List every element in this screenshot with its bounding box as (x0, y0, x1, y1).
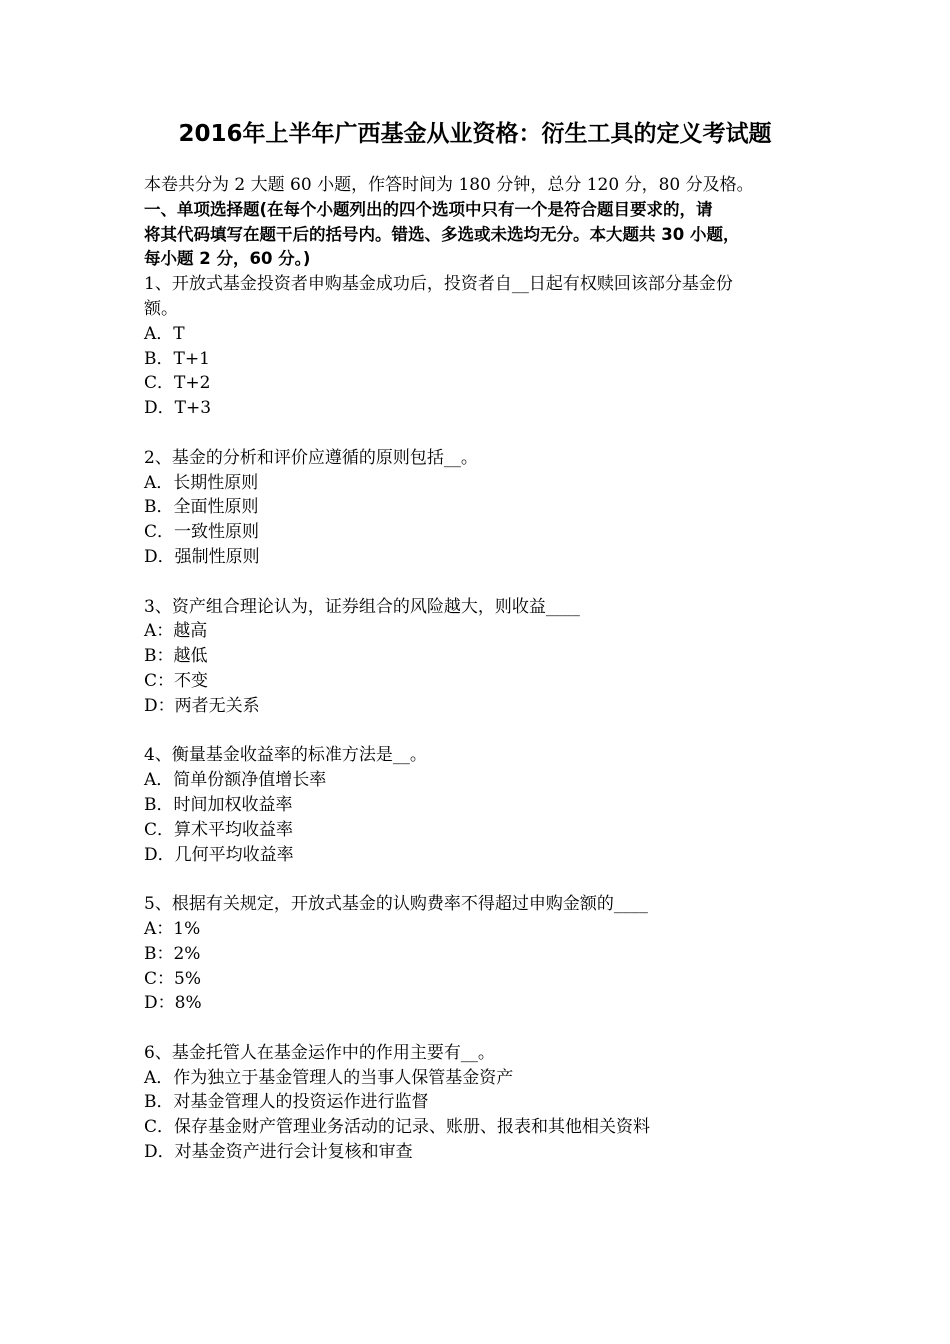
question-3 (144, 595, 816, 719)
question-stem-line: 4、衡量基金收益率的标准方法是__。 (144, 745, 427, 766)
question-stem-line: 额。 (144, 298, 178, 319)
question-stem (144, 743, 816, 768)
option-a: A．简单份额净值增长率 (144, 770, 327, 791)
option-a: A．T (144, 323, 185, 344)
question-stem-line: 6、基金托管人在基金运作中的作用主要有__。 (144, 1042, 495, 1063)
question-stem (144, 1041, 816, 1066)
document-body (144, 173, 816, 1165)
option-a: A．作为独立于基金管理人的当事人保管基金资产 (144, 1067, 514, 1088)
exam-intro: 本卷共分为 2 大题 60 小题，作答时间为 180 分钟，总分 120 分，80 分及格。 (144, 175, 754, 195)
option-c: C．保存基金财产管理业务活动的记录、账册、报表和其他相关资料 (144, 1117, 651, 1138)
option-c: C：不变 (144, 670, 209, 691)
option-a: A：越高 (144, 621, 208, 642)
question-stem (144, 595, 816, 620)
option-d: D．强制性原则 (144, 546, 260, 567)
question-stem (144, 446, 816, 471)
option-b: B．T+1 (144, 348, 210, 369)
section-heading-line: 一、单项选择题(在每个小题列出的四个选项中只有一个是符合题目要求的，请 (144, 199, 713, 219)
option-d: D．对基金资产进行会计复核和审查 (144, 1142, 413, 1163)
option-c: C：5% (144, 968, 201, 989)
question-stem-line: 1、开放式基金投资者申购基金成功后，投资者自__日起有权赎回该部分基金份 (144, 274, 733, 295)
question-options (144, 471, 816, 570)
option-b: B．时间加权收益率 (144, 794, 293, 815)
question-stem (144, 272, 816, 322)
option-d: D：8% (144, 993, 202, 1014)
section-heading (144, 198, 816, 272)
question-stem-line: 5、根据有关规定，开放式基金的认购费率不得超过申购金额的____ (144, 894, 648, 915)
question-stem (144, 892, 816, 917)
option-b: B．对基金管理人的投资运作进行监督 (144, 1092, 429, 1113)
question-1 (144, 272, 816, 421)
question-options (144, 1066, 816, 1165)
option-b: B：越低 (144, 646, 208, 667)
question-6 (144, 1041, 816, 1165)
option-d: D：两者无关系 (144, 695, 260, 716)
option-c: C．T+2 (144, 373, 211, 394)
question-options (144, 322, 816, 421)
question-2 (144, 446, 816, 570)
question-4 (144, 743, 816, 867)
question-options (144, 917, 816, 1016)
question-options (144, 768, 816, 867)
document-title: 2016年上半年广西基金从业资格：衍生工具的定义考试题 (178, 121, 772, 147)
question-options (144, 619, 816, 718)
question-5 (144, 892, 816, 1016)
option-d: D．T+3 (144, 398, 212, 419)
option-c: C．一致性原则 (144, 522, 260, 543)
option-d: D．几何平均收益率 (144, 844, 294, 865)
option-c: C．算术平均收益率 (144, 819, 294, 840)
option-a: A：1% (144, 918, 201, 939)
section-heading-line: 将其代码填写在题干后的括号内。错选、多选或未选均无分。本大题共 30 小题， (144, 224, 740, 244)
option-a: A．长期性原则 (144, 472, 259, 493)
section-heading-line: 每小题 2 分，60 分。) (144, 249, 311, 269)
option-b: B：2% (144, 943, 201, 964)
option-b: B．全面性原则 (144, 497, 259, 518)
question-stem-line: 3、资产组合理论认为，证券组合的风险越大，则收益____ (144, 596, 580, 617)
question-stem-line: 2、基金的分析和评价应遵循的原则包括__。 (144, 447, 478, 468)
